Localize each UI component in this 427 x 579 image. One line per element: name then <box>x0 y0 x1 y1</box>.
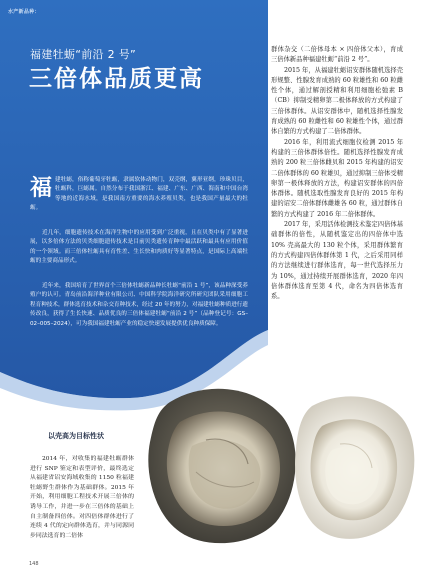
right-para-1: 2015 年，从福建牡蛎诏安群体随机选择壳形规整、性腺发育成熟的 60 粒雄性和 60 粒雌性个体，通过解剖授精和利用细胞松弛素 B（CB）抑制受精卵第二极体释放的方式构建了三倍体群体。从诏安群体中，随机选择性腺发育成熟的 60 粒雌性和 60 粒雄性个体，通过群体自繁的方式构建了二倍体群体。 <box>271 66 403 136</box>
article-subtitle: 福建牡蛎“前沿 2 号” <box>30 48 136 61</box>
intro-text-1: 建牡蛎，俗称葡萄牙牡蛎，隶属软体动物门，双壳纲，翼形亚纲，珍珠贝目，牡蛎科，巨蛎属。自然分布于我国浙江、福建、广东、广西、海南和中国台湾等地的近海水域，是我国南方重要的海水养殖贝类，也是我国产量最大的牡蛎。 <box>30 177 248 212</box>
bottom-para-1: 2014 年，对收集的福建牡蛎群体进行 SNP 鉴定和表型评价，最终选定从福建省诏安海域收集的 1150 粒福建牡蛎野生群体作为基础群体。2015 年开始，利用细胞工程技术开展三倍体的诱导工作，并进一步在三倍体的基础上自主制备四倍体。对四倍体群体进行了连续 4 代的定向群体选育，并与同源同步同法选育的二倍体 <box>30 456 134 539</box>
article-title: 三倍体品质更高 <box>29 65 204 92</box>
right-para-2: 2016 年，利用流式细胞仪检测 2015 年构建的三倍体群体倍性。随机选择性腺发育成熟的 200 粒三倍体雌贝和 2015 年构建的诏安二倍体群体的 60 粒雄贝，通过抑制三倍体受精卵第一极体释放的方法，构建诏安群体的四倍体群体。随机选取性腺发育良好的 2015 年构建的诏安二倍体群体雌雄各 60 粒，通过群体自繁的方式构建了 2016 年二倍体群体。 <box>271 138 403 218</box>
intro-paragraph-2 <box>30 229 248 267</box>
section-tag: 水产新品种： <box>8 9 40 15</box>
right-para-3: 2017 年，采用活体检测技术鉴定四倍体基础群体的倍性，从随机鉴定出的四倍体中选 10% 壳高最大的 130 粒个体，采用群体繁育的方式构建四倍体群体第 1 代，之后采用同样的方法继续进行群体选育，每一世代选择压力为 10%，通过持续开展群体选育，2020 年四倍体群体选育至第 4 代，命名为四倍体选育系。 <box>271 221 403 301</box>
oyster-right <box>295 396 414 539</box>
bottom-left-column <box>30 455 134 541</box>
oyster-illustration <box>136 376 427 552</box>
intro-text-3: 近年来，我国培育了世界首个三倍体牡蛎新品种长牡蛎“前沿 1 号”，该品种深受养殖户的认可。青岛前沿海洋种业有限公司、中国科学院海洋研究所研究团队采用细胞工程育种技术，群体选育技术和杂交育种技术，经过 20 年的努力，对福建牡蛎种质进行遗传改良，获得了生长快速、品质优良的三倍体福建牡蛎“前沿 2 号”（品种登记号：GS–02–005–2024），可为我国福建牡蛎产业的稳定快速发展提供优良种质保障。 <box>30 283 248 327</box>
page-number: 148 <box>29 561 39 567</box>
oyster-photo <box>136 376 427 552</box>
section-heading: 以壳高为目标性状 <box>48 432 104 440</box>
intro-paragraph-1 <box>30 176 248 214</box>
drop-cap: 福 <box>30 175 53 201</box>
right-column <box>271 45 403 302</box>
oyster-left <box>148 389 295 543</box>
right-para-0: 群体杂交（二倍体母本 × 四倍体父本），育成三倍体新品种福建牡蛎“前沿 2 号”。 <box>271 46 403 64</box>
intro-text-2: 近几年，细胞遗传技术在海洋生物中的应用受到广泛重视，且在贝类中有了显著进展，以多倍体方法的贝类细胞遗传技术是目前贝类遗传育种中最活跃和最具有应用价值的一个领域。而三倍体牡蛎具有育性差、生长快和肉质好等显著特点，是国际上高端牡蛎的主要商品形式。 <box>30 230 248 265</box>
intro-paragraph-3 <box>30 282 248 329</box>
